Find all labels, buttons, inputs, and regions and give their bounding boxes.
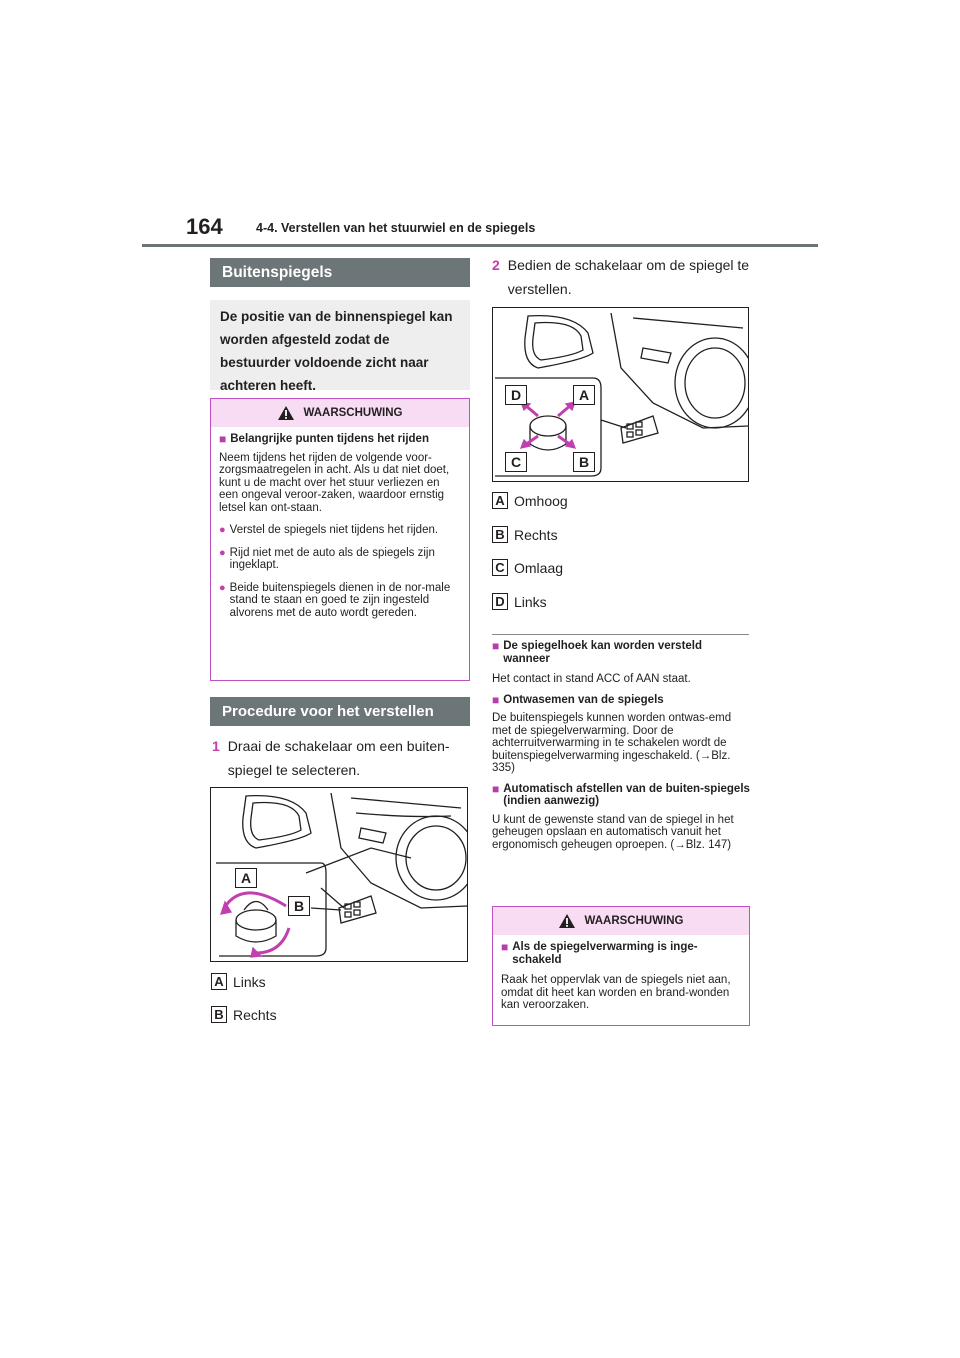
warning-bullet: Verstel de spiegels niet tijdens het rijden. [229,524,439,536]
step-1 [212,734,470,782]
legend-text: Rechts [514,526,558,543]
legend-key: C [492,559,508,576]
legend-text: Rechts [233,1006,277,1023]
legend-item-a [492,492,568,509]
figure-label-d: D [505,385,527,405]
mirror-adjust-illustration [493,308,748,481]
legend-text: Omlaag [514,559,564,576]
step-number: 1 [212,738,220,754]
procedure-heading-label: Procedure voor het verstellen [222,703,434,720]
bullet-dot-icon: ● [219,524,226,536]
warning-body [493,935,749,1025]
legend-item-c [492,559,563,576]
warning-triangle-icon [558,913,576,929]
warning-bullet: Rijd niet met de auto als de spiegels zijn ingeklapt. [229,546,435,571]
square-bullet-icon: ■ [501,940,509,954]
square-bullet-icon: ■ [492,781,500,796]
warning-bullet: Beide buitenspiegels dienen in de nor-male stand te staan en goed te zijn ingesteld alvorens met de auto wordt gereden. [229,581,451,619]
warning-text: Raak het oppervlak van de spiegels niet aan, omdat dit heet kan worden en brand-wonden kan veroorzaken. [501,974,731,1011]
legend-item-b [492,526,558,543]
legend-text: Links [233,973,266,990]
square-bullet-icon: ■ [219,432,227,446]
intro-box [210,300,470,393]
warning-box-1 [210,398,470,681]
note-text: U kunt de gewenste stand van de spiegel in het geheugen opslaan en automatisch vanuit het ergonomisch geheugen oproepen. (→Blz. 147) [492,813,734,851]
figure-mirror-adjust [492,307,749,482]
warning-triangle-icon [277,405,295,421]
warning-text: Neem tijdens het rijden de volgende voor-zorgsmaatregelen in acht. Als u dat niet doet, kunt u de macht over het stuur verliezen en een ongeval veroor-zaken, waardoor ernstig letsel kan ont-staan. [219,451,450,514]
step-number: 2 [492,257,500,273]
warning-box-2 [492,906,750,1026]
notes-section [492,640,750,851]
legend-text: Links [514,593,547,610]
figure-label-b: B [573,452,595,472]
legend-item-a [211,973,266,990]
header-divider [142,244,818,247]
section-heading-label: Buitenspiegels [222,263,333,281]
note-text: Het contact in stand ACC of AAN staat. [492,673,691,685]
warning-header [493,907,749,935]
bullet-dot-icon: ● [219,546,226,559]
bullet-dot-icon: ● [219,581,226,594]
intro-text: De positie van de binnenspiegel kan worden afgesteld zodat de bestuurder voldoende zicht naar achteren heeft. [220,309,453,393]
figure-label-c: C [505,452,527,472]
note-text: De buitenspiegels kunnen worden ontwas-emd met de spiegelverwarming. Door de achterruitverwarming in te schakelen wordt de buitenspiegelverwarming ingeschakeld. (→Blz. 335) [492,712,732,774]
step-text: Draai de schakelaar om een buiten-spiegel te selecteren. [227,738,450,778]
warning-body [211,427,469,680]
figure-label-a: A [235,868,257,888]
legend-key: D [492,593,508,610]
square-bullet-icon: ■ [492,692,500,707]
warning-title: WAARSCHUWING [303,407,403,419]
legend-key: A [492,492,508,509]
square-bullet-icon: ■ [492,639,500,653]
warning-title: WAARSCHUWING [584,915,684,927]
warning-subheading: Belangrijke punten tijdens het rijden [230,433,429,445]
step-text: Bedien de schakelaar om de spiegel te verstellen. [507,257,750,297]
figure-mirror-selector [210,787,468,962]
note-title: De spiegelhoek kan worden versteld wanneer [503,640,703,665]
page-number: 164 [186,214,223,239]
legend-text: Omhoog [514,492,568,509]
section-heading-buitenspiegels [210,258,470,287]
legend-key: B [492,526,508,543]
warning-subheading: Als de spiegelverwarming is inge-schakeld [512,941,698,966]
legend-key: A [211,973,227,990]
legend-item-b [211,1006,277,1023]
note-title: Automatisch afstellen van de buiten-spiegels (indien aanwezig) [503,782,750,807]
notes-divider [492,634,749,635]
section-title: 4-4. Verstellen van het stuurwiel en de spiegels [256,221,536,235]
warning-header [211,399,469,427]
figure-label-a: A [573,385,595,405]
figure-label-b: B [288,896,310,916]
section-heading-procedure [210,697,470,726]
note-title: Ontwasemen van de spiegels [503,693,664,706]
step-2 [492,253,750,301]
legend-item-d [492,593,547,610]
legend-key: B [211,1006,227,1023]
